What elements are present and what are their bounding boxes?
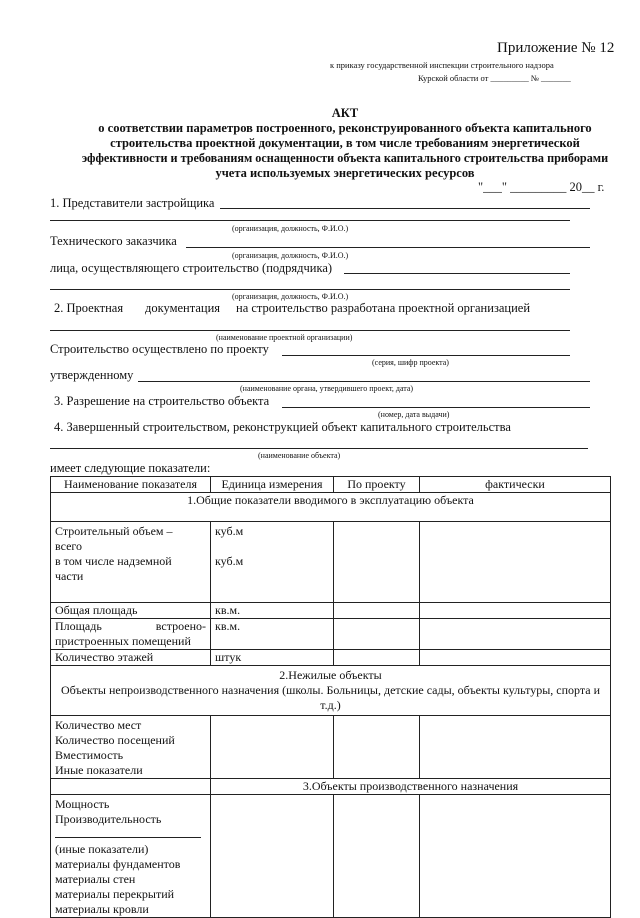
- total-area-label: Общая площадь: [51, 603, 211, 619]
- table-row: [51, 650, 611, 666]
- builtin-area-project-cell[interactable]: [334, 619, 420, 650]
- production-names-cell: [51, 795, 211, 918]
- caption-series: (серия, шифр проекта): [372, 358, 449, 367]
- project-label: Строительство осуществлено по проекту: [50, 342, 269, 356]
- nonresidential-unit-cell[interactable]: [211, 716, 334, 779]
- header-by-project: По проекту: [334, 477, 420, 493]
- order-reference: к приказу государственной инспекции строительного надзора: [330, 60, 554, 70]
- table-row: [51, 795, 611, 918]
- caption-object: (наименование объекта): [258, 451, 341, 460]
- developer-line[interactable]: [220, 208, 590, 209]
- roof-materials-label: материалы кровли: [55, 902, 149, 916]
- section-nonresidential-title: 2.Нежилые объекты: [279, 668, 382, 682]
- volume-project-cell[interactable]: [334, 522, 420, 603]
- permit-line[interactable]: [282, 407, 590, 408]
- order-date: Курской области от _________ № _______: [418, 73, 571, 83]
- total-area-actual-cell[interactable]: [420, 603, 611, 619]
- production-unit-cell[interactable]: [211, 795, 334, 918]
- other-indicator-blank[interactable]: [55, 827, 201, 838]
- design-label-3: на строительство разработана проектной организацией: [236, 301, 531, 315]
- floor-materials-label: материалы перекрытий: [55, 887, 175, 901]
- approved-line[interactable]: [138, 381, 590, 382]
- appendix-number: Приложение № 12: [497, 40, 615, 56]
- wall-materials-label: материалы стен: [55, 872, 136, 886]
- production-actual-cell[interactable]: [420, 795, 611, 918]
- foundation-materials-label: материалы фундаментов: [55, 857, 181, 871]
- production-project-cell[interactable]: [334, 795, 420, 918]
- total-area-project-cell[interactable]: [334, 603, 420, 619]
- act-date: "___" _________ 20__ г.: [478, 180, 605, 194]
- floors-actual-cell[interactable]: [420, 650, 611, 666]
- table-header-row: [51, 477, 611, 493]
- caption-design-org: (наименование проектной организации): [216, 333, 353, 342]
- section-production-left: [51, 779, 211, 795]
- permit-label: 3. Разрешение на строительство объекта: [54, 394, 270, 408]
- builtin-area-label-2: пристроенных помещений: [55, 634, 191, 648]
- header-unit: Единица измерения: [211, 477, 334, 493]
- indicators-label: имеет следующие показатели:: [50, 461, 211, 475]
- contractor-label: лица, осуществляющего строительство (подрядчика): [50, 261, 333, 275]
- section-nonresidential-cell: [51, 666, 611, 716]
- table-row: [51, 522, 611, 603]
- nonresidential-actual-cell[interactable]: [420, 716, 611, 779]
- header-indicator-name: Наименование показателя: [51, 477, 211, 493]
- approved-label: утвержденному: [50, 368, 134, 382]
- contractor-line-2[interactable]: [50, 289, 570, 290]
- customer-line[interactable]: [186, 247, 590, 248]
- section-production-title: 3.Объекты производственного назначения: [211, 779, 611, 795]
- developer-label: 1. Представители застройщика: [50, 196, 215, 210]
- design-label-1: 2. Проектная: [54, 301, 124, 315]
- capacity-label: Вместимость: [55, 748, 124, 762]
- volume-above-label: в том числе надземной: [55, 554, 172, 568]
- act-subtitle-line3: эффективности и требованиям оснащенности объекта капитального строительства приборами: [81, 151, 609, 165]
- caption-org-1: (организация, должность, Ф.И.О.): [232, 224, 349, 233]
- other-indicators-label: Иные показатели: [55, 763, 143, 777]
- nonresidential-project-cell[interactable]: [334, 716, 420, 779]
- caption-approver: (наименование органа, утвердившего проект, дата): [240, 384, 414, 393]
- builtin-area-actual-cell[interactable]: [420, 619, 611, 650]
- indicators-table: [50, 476, 611, 918]
- object-name-line[interactable]: [50, 448, 588, 449]
- builtin-area-name-cell: [51, 619, 211, 650]
- total-area-unit: кв.м.: [211, 603, 334, 619]
- act-subtitle-line1: о соответствии параметров построенного, реконструированного объекта капитального: [98, 121, 592, 135]
- caption-permit: (номер, дата выдачи): [378, 410, 450, 419]
- section-row-general: [51, 493, 611, 522]
- act-title: АКТ: [331, 106, 359, 120]
- section-row-production: [51, 779, 611, 795]
- floors-label: Количество этажей: [51, 650, 211, 666]
- volume-above-unit: куб.м: [215, 554, 244, 568]
- volume-total-label: Строительный объем –: [55, 524, 173, 538]
- contractor-line[interactable]: [344, 273, 570, 274]
- nonresidential-names-cell: [51, 716, 211, 779]
- section-row-nonresidential: [51, 666, 611, 716]
- visits-label: Количество посещений: [55, 733, 175, 747]
- volume-above-label-2: части: [55, 569, 84, 583]
- table-row: [51, 619, 611, 650]
- power-label: Мощность: [55, 797, 110, 811]
- completed-object-label: 4. Завершенный строительством, реконструкцией объект капитального строительства: [54, 420, 511, 434]
- volume-total-label-2: всего: [55, 539, 83, 553]
- caption-org-2: (организация, должность, Ф.И.О.): [232, 251, 349, 260]
- project-line[interactable]: [282, 355, 570, 356]
- caption-org-3: (организация, должность, Ф.И.О.): [232, 292, 349, 301]
- seats-label: Количество мест: [55, 718, 142, 732]
- volume-unit-cell: [211, 522, 334, 603]
- table-row: [51, 603, 611, 619]
- design-label-2: документация: [145, 301, 221, 315]
- floors-unit: штук: [211, 650, 334, 666]
- volume-total-unit: куб.м: [215, 524, 244, 538]
- header-actual: фактически: [420, 477, 611, 493]
- builtin-area-label-b: встроено-: [155, 619, 206, 633]
- act-subtitle-line4: учета используемых энергетических ресурсов: [215, 166, 475, 180]
- productivity-label: Производительность: [55, 812, 162, 826]
- other-indicators-caption: (иные показатели): [55, 842, 149, 856]
- design-org-line[interactable]: [50, 330, 570, 331]
- floors-project-cell[interactable]: [334, 650, 420, 666]
- customer-label: Технического заказчика: [50, 234, 177, 248]
- section-general-title: 1.Общие показатели вводимого в эксплуатацию объекта: [51, 493, 611, 522]
- builtin-area-unit: кв.м.: [211, 619, 334, 650]
- developer-line-2[interactable]: [50, 220, 570, 221]
- builtin-area-label-a: Площадь: [55, 619, 102, 633]
- table-row: [51, 716, 611, 779]
- volume-name-cell: [51, 522, 211, 603]
- act-subtitle-line2: строительства проектной документации, в том числе требованиям энергетической: [110, 136, 580, 150]
- volume-actual-cell[interactable]: [420, 522, 611, 603]
- section-nonresidential-subtitle: Объекты непроизводственного назначения (школы. Больницы, детские сады, объекты культуры, спорта и т.д.): [61, 683, 600, 712]
